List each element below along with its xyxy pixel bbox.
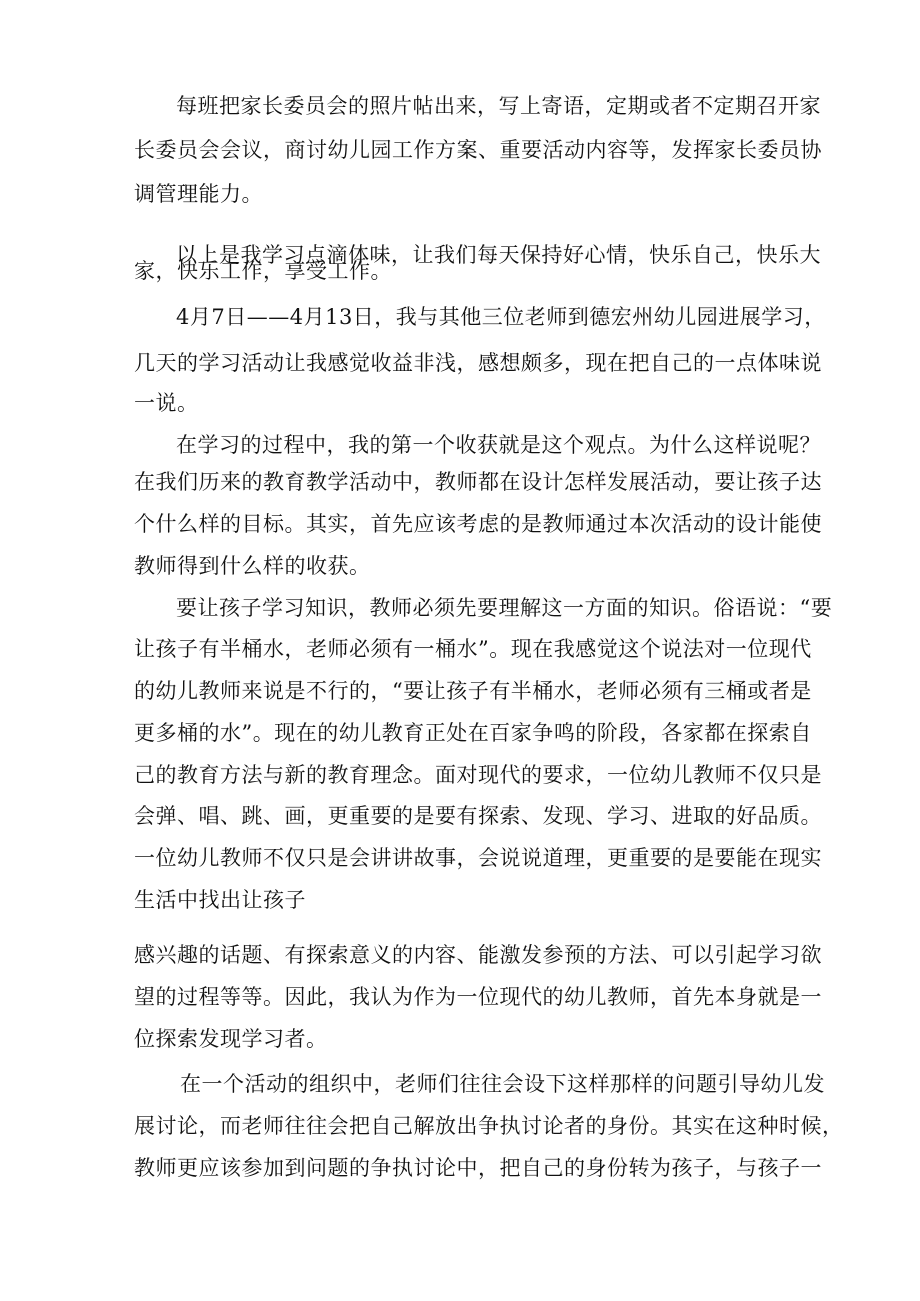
paragraph-line: 在学习的过程中，我的第一个收获就是这个观点。为什么这样说呢？ xyxy=(176,433,821,457)
paragraph-line: 调管理能力。 xyxy=(134,182,263,206)
paragraph-line: 望的过程等等。因此，我认为作为一位现代的幼儿教师，首先本身就是一 xyxy=(134,985,822,1009)
paragraph-line: 个什么样的目标。其实，首先应该考虑的是教师通过本次活动的设计能使 xyxy=(134,512,822,536)
paragraph-line: 展讨论，而老师往往会把自己解放出争执讨论者的身份。其实在这种时候， xyxy=(134,1114,844,1138)
paragraph-line: 己的教育方法与新的教育理念。面对现代的要求，一位幼儿教师不仅只是 xyxy=(134,763,822,787)
paragraph-line: 长委员会会议，商讨幼儿园工作方案、重要活动内容等，发挥家长委员协 xyxy=(134,138,822,162)
paragraph-line: 在一个活动的组织中，老师们往往会设下这样那样的问题引导幼儿发 xyxy=(180,1072,825,1096)
paragraph-line: 一说。 xyxy=(134,391,199,415)
paragraph-line: 要让孩子学习知识，教师必须先要理解这一方面的知识。俗语说：“要 xyxy=(176,596,833,620)
paragraph-line: 会弹、唱、跳、画，更重要的是要有探索、发现、学习、进取的好品质。 xyxy=(134,804,822,828)
paragraph-line: 家，快乐工作，享受工作。 xyxy=(134,259,392,283)
paragraph-line: 4月7日——4月13日，我与其他三位老师到德宏州幼儿园进展学习， xyxy=(176,305,826,329)
paragraph-line: 在我们历来的教育教学活动中，教师都在设计怎样发展活动，要让孩子达 xyxy=(134,470,822,494)
paragraph-line: 一位幼儿教师不仅只是会讲讲故事，会说说道理，更重要的是要能在现实 xyxy=(134,846,822,870)
paragraph-line: 位探索发现学习者。 xyxy=(134,1027,328,1051)
paragraph-line: 生活中找出让孩子 xyxy=(134,888,306,912)
paragraph-line: 让孩子有半桶水，老师必须有一桶水”。现在我感觉这个说法对一位现代 xyxy=(134,637,812,661)
paragraph-line: 的幼儿教师来说是不行的，“要让孩子有半桶水，老师必须有三桶或者是 xyxy=(134,679,812,703)
paragraph-line: 每班把家长委员会的照片帖出来，写上寄语，定期或者不定期召开家 xyxy=(176,94,821,118)
paragraph-line: 感兴趣的话题、有探索意义的内容、能激发参预的方法、可以引起学习欲 xyxy=(134,943,822,967)
paragraph-line: 几天的学习活动让我感觉收益非浅，感想颇多，现在把自己的一点体味说 xyxy=(134,351,822,375)
paragraph-line: 教师更应该参加到问题的争执讨论中，把自己的身份转为孩子，与孩子一 xyxy=(134,1156,822,1180)
paragraph-line: 教师得到什么样的收获。 xyxy=(134,554,371,578)
paragraph-line: 更多桶的水”。现在的幼儿教育正处在百家争鸣的阶段，各家都在探索自 xyxy=(134,721,812,745)
paragraph-line: 以上是我学习点滴体味，让我们每天保持好心情，快乐自己，快乐大 xyxy=(176,243,821,267)
